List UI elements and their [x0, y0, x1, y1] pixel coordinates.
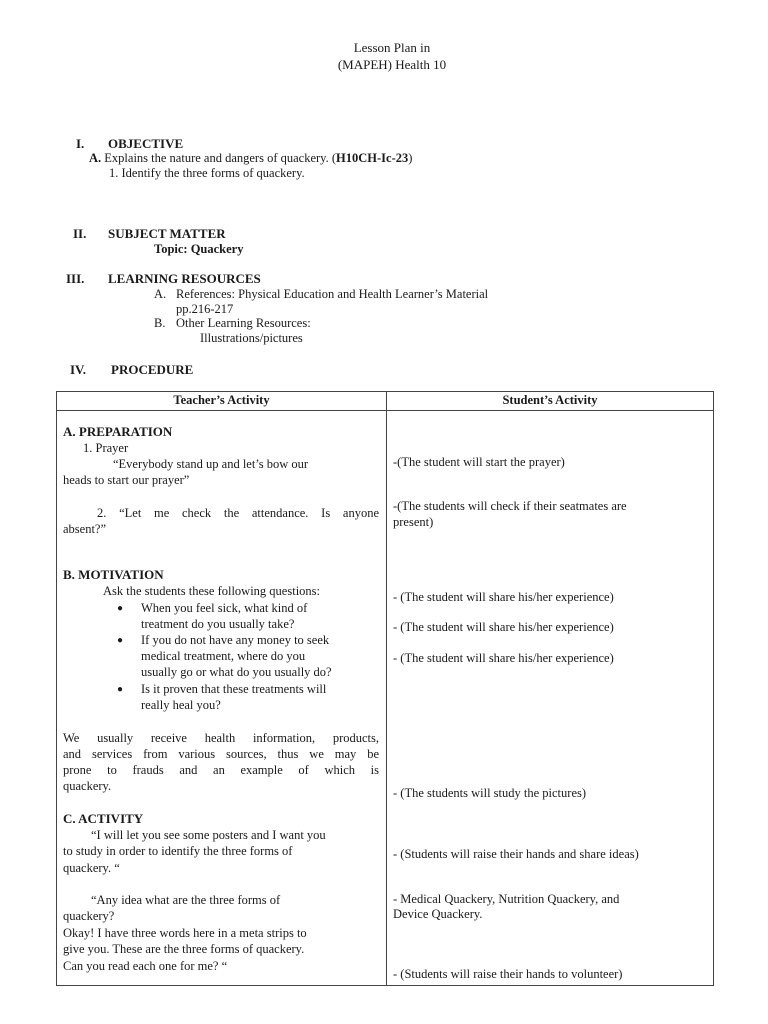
paragraph-line1: We usually receive health information, products,: [63, 731, 379, 745]
attendance-line1: 2. “Let me check the attendance. Is anyone: [97, 506, 379, 520]
section-resources-title: LEARNING RESOURCES: [108, 271, 261, 286]
objective-a-text: Explains the nature and dangers of quackery. (: [104, 151, 337, 165]
activity-heading: C. ACTIVITY: [63, 811, 144, 826]
objective-a-label: A.: [89, 151, 102, 165]
table-header-divider: [57, 410, 713, 411]
student-share-1: - (The student will share his/her experience): [393, 590, 614, 604]
motivation-heading: B. MOTIVATION: [63, 567, 164, 582]
resources-a-text: References: Physical Education and Health Learner’s Material: [176, 287, 489, 301]
section-objective-number: I.: [76, 136, 85, 151]
activity-line2: to study in order to identify the three forms of: [63, 844, 293, 858]
student-attendance-line1: -(The students will check if their seatmates are: [393, 499, 627, 513]
resources-a-pages: pp.216-217: [176, 302, 234, 316]
resources-a-label: A.: [154, 287, 167, 301]
bullet-dot: ●: [117, 684, 124, 695]
student-share-3: - (The student will share his/her experience): [393, 651, 614, 665]
forms-question-line2: quackery?: [63, 909, 115, 923]
bullet-dot: ●: [117, 603, 124, 614]
student-share-2: - (The student will share his/her experience): [393, 620, 614, 634]
table-column-divider: [386, 392, 387, 985]
question-1-line1: When you feel sick, what kind of: [141, 601, 308, 615]
question-2-line3: usually go or what do you usually do?: [141, 665, 332, 679]
forms-question-line5: Can you read each one for me? “: [63, 959, 228, 973]
section-resources-number: III.: [66, 271, 85, 286]
section-subject-number: II.: [73, 226, 87, 241]
prayer-line2: heads to start our prayer”: [63, 473, 190, 487]
objective-a-code: H10CH-Ic-23: [336, 151, 409, 165]
section-subject-title: SUBJECT MATTER: [108, 226, 226, 241]
resources-b-text: Other Learning Resources:: [176, 316, 311, 330]
bullet-dot: ●: [117, 635, 124, 646]
forms-question-line4: give you. These are the three forms of quackery.: [63, 942, 305, 956]
question-2-line2: medical treatment, where do you: [141, 649, 306, 663]
column-header-teacher: Teacher’s Activity: [173, 393, 270, 407]
objective-a-close: ): [408, 151, 413, 165]
document-title-line2: (MAPEH) Health 10: [337, 57, 447, 72]
question-3-line2: really heal you?: [141, 698, 221, 712]
procedure-table: [56, 391, 714, 986]
paragraph-line3: prone to frauds and an example of which is: [63, 763, 379, 777]
subject-topic: Topic: Quackery: [154, 242, 244, 256]
forms-question-line3: Okay! I have three words here in a meta strips to: [63, 926, 307, 940]
column-header-student: Student’s Activity: [502, 393, 598, 407]
forms-question-line1: “Any idea what are the three forms of: [91, 893, 281, 907]
student-forms-line1: - Medical Quackery, Nutrition Quackery, and: [393, 892, 620, 906]
paragraph-line4: quackery.: [63, 779, 112, 793]
student-attendance-line2: present): [393, 515, 434, 529]
student-forms-line2: Device Quackery.: [393, 907, 483, 921]
activity-line1: “I will let you see some posters and I want you: [91, 828, 326, 842]
student-prayer: -(The student will start the prayer): [393, 455, 565, 469]
prayer-label: 1. Prayer: [83, 441, 129, 455]
student-raise-hands: - (Students will raise their hands and share ideas): [393, 847, 639, 861]
prayer-line1: “Everybody stand up and let’s bow our: [113, 457, 309, 471]
document-title-line1: Lesson Plan in: [353, 40, 431, 55]
activity-line3: quackery. “: [63, 861, 120, 875]
student-volunteer: - (Students will raise their hands to volunteer): [393, 967, 623, 981]
resources-b-label: B.: [154, 316, 166, 330]
section-procedure-number: IV.: [70, 362, 87, 377]
section-procedure-title: PROCEDURE: [111, 362, 194, 377]
preparation-heading: A. PREPARATION: [63, 424, 173, 439]
objective-item-1: 1. Identify the three forms of quackery.: [109, 166, 305, 180]
student-study: - (The students will study the pictures): [393, 786, 587, 800]
resources-b-detail: Illustrations/pictures: [200, 331, 303, 345]
objective-a: [89, 151, 412, 166]
section-objective-title: OBJECTIVE: [108, 136, 184, 151]
question-1-line2: treatment do you usually take?: [141, 617, 295, 631]
paragraph-line2: and services from various sources, thus we may be: [63, 747, 379, 761]
question-2-line1: If you do not have any money to seek: [141, 633, 330, 647]
motivation-intro: Ask the students these following questions:: [103, 584, 320, 598]
attendance-line2: absent?”: [63, 522, 107, 536]
question-3-line1: Is it proven that these treatments will: [141, 682, 327, 696]
